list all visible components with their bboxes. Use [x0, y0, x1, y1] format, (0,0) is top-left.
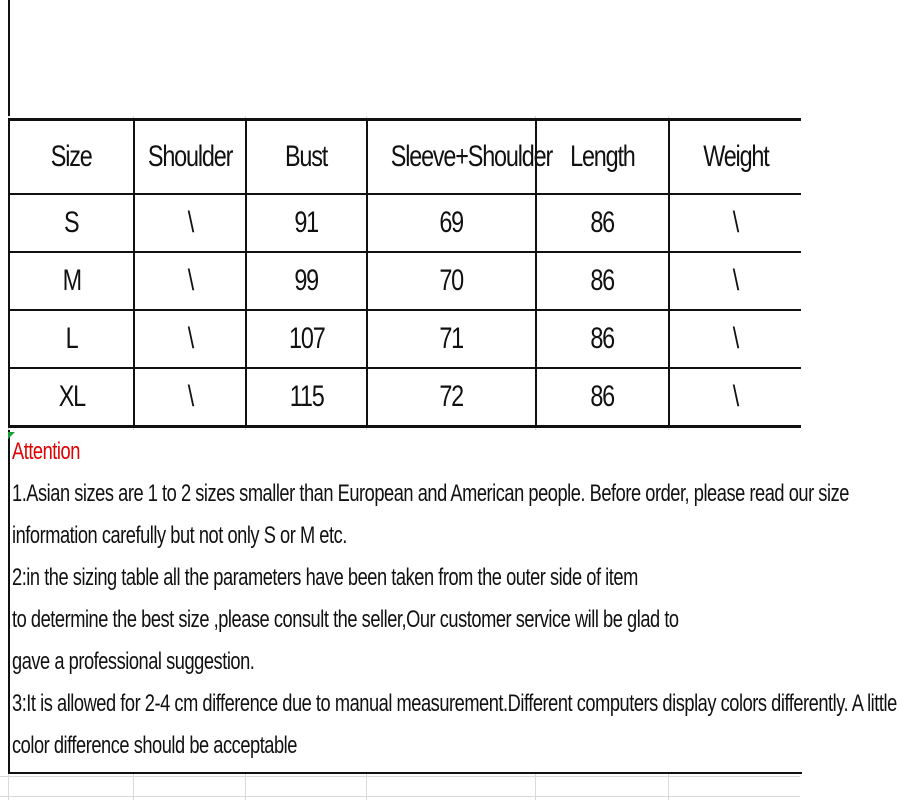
header-weight: Weight — [669, 120, 801, 195]
table-cell: \ — [669, 194, 801, 252]
table-cell: \ — [134, 310, 246, 368]
header-sleeve-shoulder: Sleeve+Shoulder — [367, 120, 536, 195]
table-cell: 99 — [246, 252, 367, 310]
table-cell: 86 — [536, 252, 669, 310]
table-header-row — [9, 120, 801, 195]
table-cell: \ — [134, 194, 246, 252]
table-cell: \ — [134, 368, 246, 427]
table-cell: XL — [9, 368, 134, 427]
table-cell: \ — [669, 252, 801, 310]
table-cell: 91 — [246, 194, 367, 252]
header-shoulder: Shoulder — [134, 120, 246, 195]
header-size: Size — [9, 120, 134, 195]
attention-heading: Attention — [12, 438, 80, 465]
header-length: Length — [536, 120, 669, 195]
table-cell: 70 — [367, 252, 536, 310]
table-cell: 72 — [367, 368, 536, 427]
cell-marker-icon — [8, 432, 15, 439]
table-cell: \ — [669, 310, 801, 368]
note-line: 3:It is allowed for 2-4 cm difference due to manual measurement.Different computers display colors differently. A little — [12, 690, 897, 717]
empty-header-area — [8, 0, 802, 116]
table-cell: 115 — [246, 368, 367, 427]
table-cell: S — [9, 194, 134, 252]
table-cell: 86 — [536, 310, 669, 368]
table-cell: 86 — [536, 368, 669, 427]
table-cell: 69 — [367, 194, 536, 252]
note-line: 2:in the sizing table all the parameters have been taken from the outer side of item — [12, 564, 638, 591]
table-row — [9, 310, 801, 368]
table-cell: 107 — [246, 310, 367, 368]
note-line: color difference should be acceptable — [12, 732, 297, 759]
size-chart-table — [8, 118, 801, 428]
table-row — [9, 368, 801, 427]
note-line: gave a professional suggestion. — [12, 648, 255, 675]
header-bust: Bust — [246, 120, 367, 195]
table-cell: \ — [669, 368, 801, 427]
notes-section — [8, 430, 897, 774]
table-cell: 71 — [367, 310, 536, 368]
table-cell: \ — [134, 252, 246, 310]
note-line: 1.Asian sizes are 1 to 2 sizes smaller than European and American people. Before order, please read our size — [12, 480, 849, 507]
note-line: information carefully but not only S or M etc. — [12, 522, 347, 549]
note-line: to determine the best size ,please consult the seller,Our customer service will be glad to — [12, 606, 679, 633]
table-row — [9, 252, 801, 310]
table-cell: L — [9, 310, 134, 368]
table-cell: 86 — [536, 194, 669, 252]
table-cell: M — [9, 252, 134, 310]
table-row — [9, 194, 801, 252]
